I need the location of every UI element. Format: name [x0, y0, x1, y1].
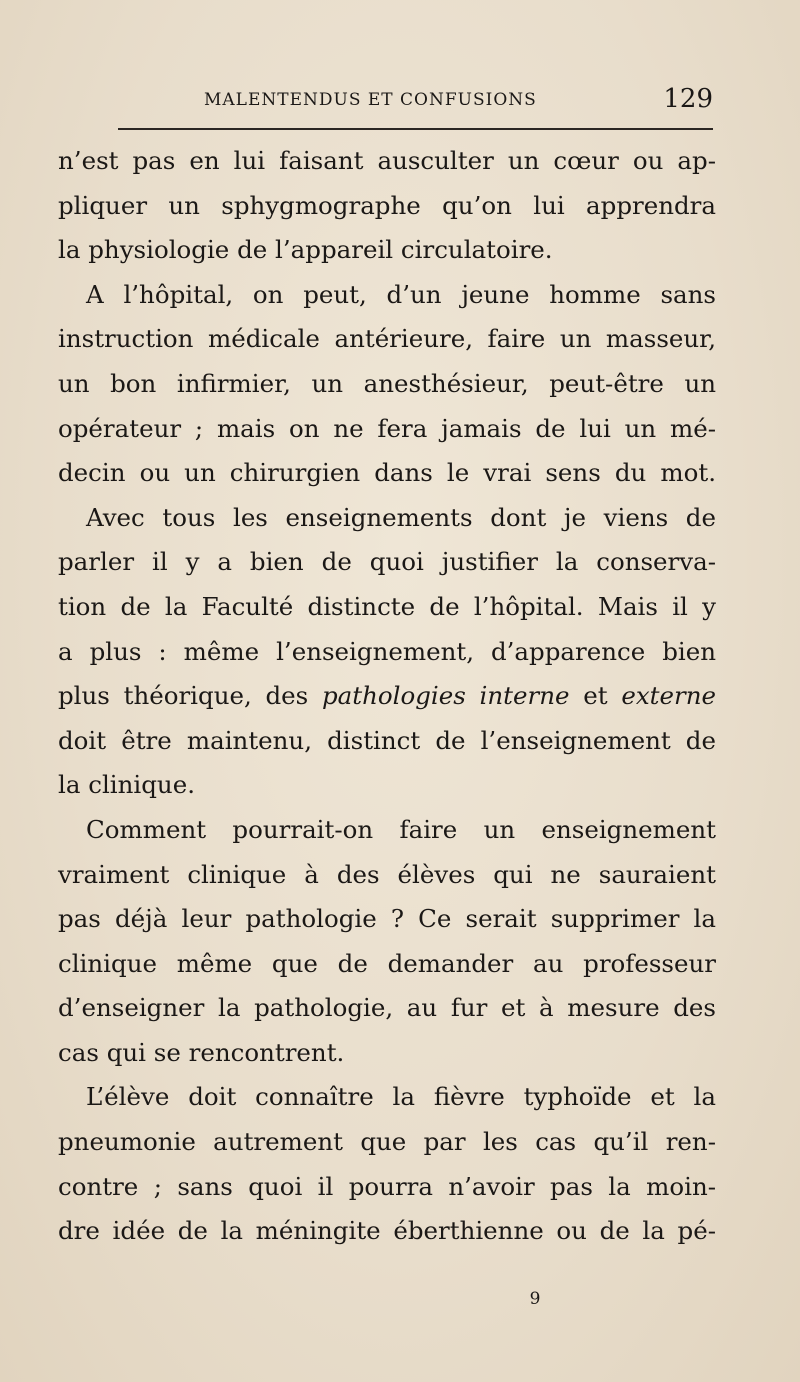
text-line: vraiment clinique à des élèves qui ne sauraient	[58, 859, 716, 889]
text-line: instruction médicale antérieure, faire un masseur,	[58, 324, 716, 354]
text-line: n’est pas en lui faisant ausculter un cœur ou ap-	[58, 146, 716, 175]
running-head	[118, 84, 713, 114]
text-line: opérateur ; mais on ne fera jamais de lui un mé-	[58, 413, 716, 443]
text-line: contre ; sans quoi il pourra n’avoir pas la moin-	[58, 1171, 716, 1201]
text-line: clinique même que de demander au professeur	[58, 948, 716, 978]
text-line: d’enseigner la pathologie, au fur et à mesure des	[58, 993, 716, 1023]
text-line: L’élève doit connaître la fièvre typhoïde et la	[86, 1082, 716, 1112]
text-line: decin ou un chirurgien dans le vrai sens du mot.	[58, 458, 716, 488]
running-head-title: MALENTENDUS ET CONFUSIONS	[204, 90, 537, 110]
text-line: Comment pourrait-on faire un enseignement	[86, 814, 716, 844]
text-line: la clinique.	[58, 770, 195, 800]
header-rule	[118, 128, 713, 130]
text-line: doit être maintenu, distinct de l’enseignement de	[58, 725, 716, 755]
text-line: pliquer un sphygmographe qu’on lui apprendra	[58, 190, 716, 220]
text-run: plus théorique, des	[58, 681, 309, 711]
text-line: a plus : même l’enseignement, d’apparence bien	[58, 636, 716, 666]
signature-mark: 9	[529, 1289, 541, 1309]
text-line: pneumonie autrement que par les cas qu’il ren-	[58, 1127, 716, 1157]
italic-text-run: externe	[621, 681, 716, 711]
text-line: un bon infirmier, un anesthésieur, peut-être un	[58, 368, 716, 398]
text-line-with-italics	[58, 674, 716, 719]
italic-text-run: pathologies interne	[321, 681, 570, 711]
text-line: cas qui se rencontrent.	[58, 1037, 345, 1067]
text-run: et	[583, 681, 608, 711]
text-line: tion de la Faculté distincte de l’hôpital. Mais il y	[58, 591, 716, 621]
text-line: Avec tous les enseignements dont je viens de	[86, 502, 716, 532]
text-line: pas déjà leur pathologie ? Ce serait supprimer la	[58, 904, 716, 934]
body-text	[58, 139, 716, 1254]
text-line: dre idée de la méningite éberthienne ou de la pé-	[58, 1216, 716, 1246]
text-line: la physiologie de l’appareil circulatoire.	[58, 235, 553, 265]
text-line: A l’hôpital, on peut, d’un jeune homme sans	[86, 279, 716, 309]
text-line: parler il y a bien de quoi justifier la conserva-	[58, 547, 716, 577]
page-number: 129	[663, 84, 713, 114]
